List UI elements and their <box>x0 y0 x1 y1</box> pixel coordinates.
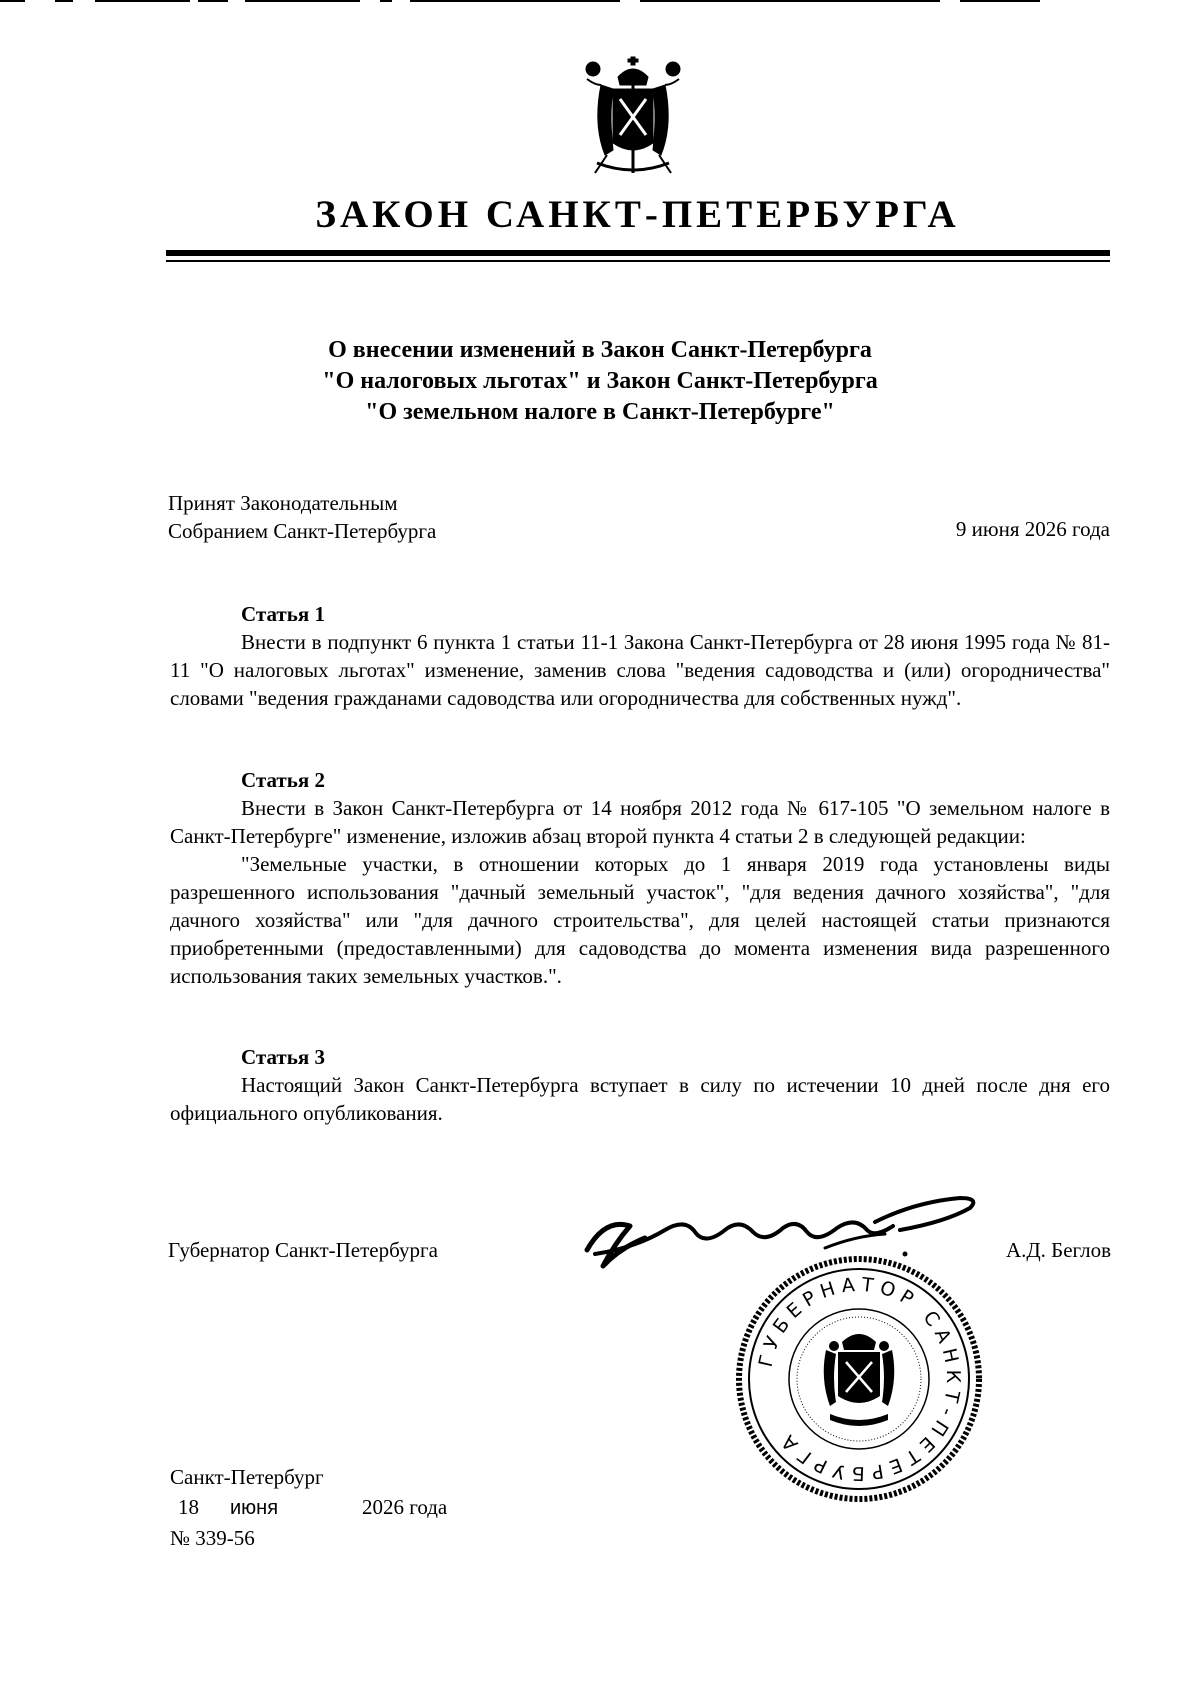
adoption-line-2: Собранием Санкт-Петербурга <box>168 519 437 543</box>
signatory-title: Губернатор Санкт-Петербурга <box>168 1238 438 1262</box>
signatory-name: А.Д. Беглов <box>1005 1238 1111 1262</box>
coat-of-arms-emblem <box>583 55 683 180</box>
signing-year: 2026 года <box>362 1495 448 1519</box>
header-divider-thick <box>166 250 1110 256</box>
adoption-date: 9 июня 2026 года <box>955 517 1110 541</box>
law-title: ЗАКОН САНКТ-ПЕТЕРБУРГА <box>315 193 960 236</box>
article-paragraph: Внести в подпункт 6 пункта 1 статьи 11-1 Закона Санкт-Петербурга от 28 июня 1995 года № 81-11 "О налоговых льготах" изменение, заменив слова "ведения садоводства и (или) огородничества" словами "ведения гражданами садоводства или огородничества для собственных нужд". <box>170 630 1110 710</box>
article-paragraph: "Земельные участки, в отношении которых до 1 января 2019 года установлены виды разрешенного использования "дачный земельный участок", "для ведения дачного хозяйства", "для дачного хозяйства" или "для дачного строительства", для целей настоящей статьи признаются приобретенными (предоставленными) для садоводства до момента изменения вида разрешенного использования таких земельных участков.". <box>170 852 1110 988</box>
article-heading: Статья 1 <box>241 602 325 626</box>
article-paragraph: Внести в Закон Санкт-Петербурга от 14 ноября 2012 года № 617-105 "О земельном налоге в Санкт-Петербурге" изменение, изложив абзац второй пункта 4 статьи 2 в следующей редакции: <box>170 796 1110 848</box>
article-1 <box>170 600 1110 712</box>
law-subject <box>0 335 1200 428</box>
signing-city: Санкт-Петербург <box>170 1465 324 1489</box>
header-divider-thin <box>166 260 1110 262</box>
article-3 <box>170 1043 1110 1127</box>
scan-artifact-line <box>0 0 1200 4</box>
governor-seal <box>734 1254 984 1504</box>
adoption-statement <box>168 489 436 545</box>
signing-month: июня <box>230 1497 279 1519</box>
subject-line-3: "О земельном налоге в Санкт-Петербурге" <box>365 399 835 425</box>
adoption-line-1: Принят Законодательным <box>168 491 398 515</box>
article-heading: Статья 2 <box>241 768 325 792</box>
signing-date <box>170 1492 447 1523</box>
law-number: № 339-56 <box>170 1526 255 1550</box>
subject-line-2: "О налоговых льготах" и Закон Санкт-Петербурга <box>322 368 878 394</box>
seal-ring-text: ГУБЕРНАТОР САНКТ-ПЕТЕРБУРГА <box>754 1273 965 1485</box>
article-2 <box>170 766 1110 990</box>
subject-line-1: О внесении изменений в Закон Санкт-Петербурга <box>328 337 872 363</box>
article-heading: Статья 3 <box>241 1045 325 1069</box>
signing-details <box>170 1462 447 1553</box>
article-paragraph: Настоящий Закон Санкт-Петербурга вступает в силу по истечении 10 дней после дня его официального опубликования. <box>170 1073 1110 1125</box>
signing-day: 18 <box>178 1495 199 1519</box>
